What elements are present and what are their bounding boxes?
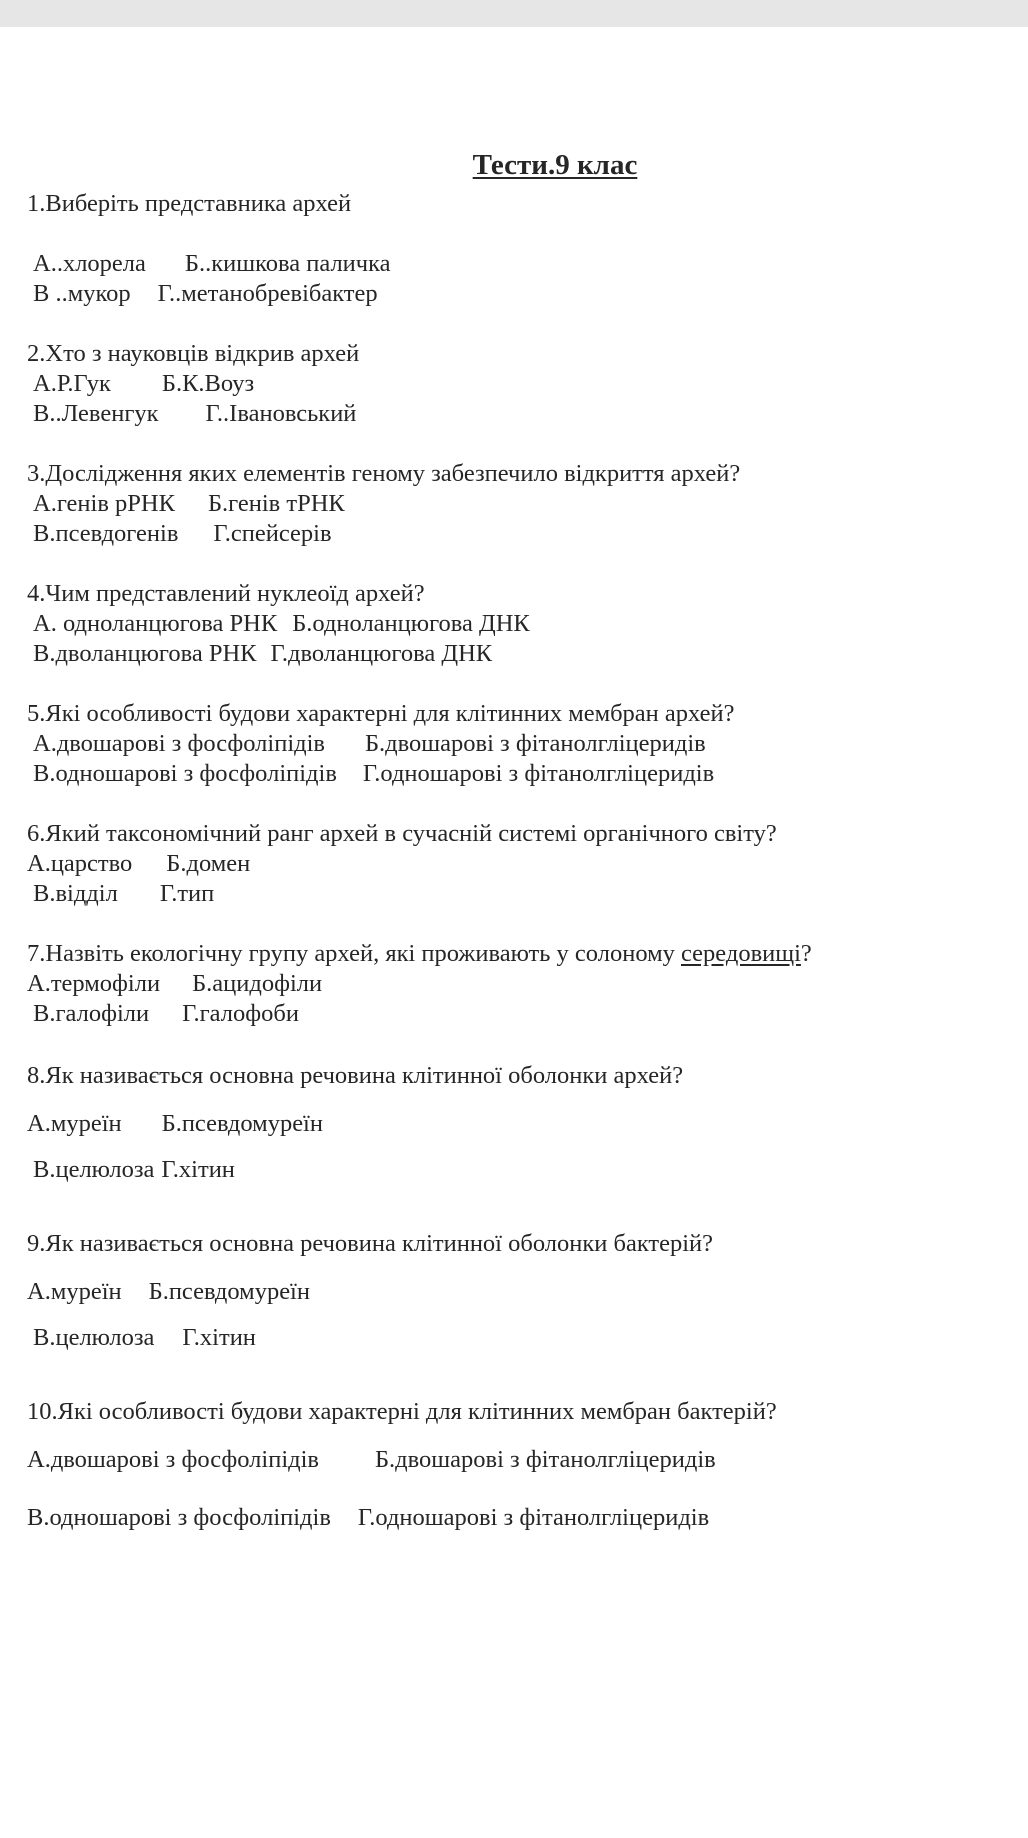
- question-7-options-row-2: [33, 1002, 299, 1027]
- q1-option-g: Г..метанобревібактер: [157, 280, 378, 307]
- question-5-options-row-1: [33, 732, 706, 757]
- question-3-options-row-1: [33, 492, 345, 517]
- q2-option-a: А.Р.Гук: [33, 370, 111, 397]
- q7-question-mark: ?: [800, 940, 812, 967]
- q7-option-b: Б.ацидофіли: [192, 970, 323, 997]
- q4-option-v: В.дволанцюгова РНК: [33, 640, 257, 667]
- question-8-options-row-1: [27, 1112, 323, 1137]
- q8-option-v: В.целюлоза: [33, 1156, 155, 1183]
- q8-option-b: Б.псевдомуреїн: [161, 1110, 323, 1137]
- q6-option-v: В.відділ: [33, 880, 118, 907]
- question-4: 4.Чим представлений нуклеоїд архей?: [27, 580, 425, 607]
- question-9-options-row-2: [33, 1326, 256, 1351]
- question-1: 1.Виберіть представника архей: [27, 190, 352, 217]
- q7-text: 7.Назвіть екологічну групу архей, які проживають у солоному: [27, 940, 681, 967]
- q4-option-a: А. одноланцюгова РНК: [33, 610, 278, 637]
- question-2: 2.Хто з науковців відкрив архей: [27, 340, 360, 367]
- question-7: [27, 942, 812, 967]
- q3-option-g: Г.спейсерів: [213, 520, 332, 547]
- q3-option-a: А.генів рРНК: [33, 490, 175, 517]
- q9-option-a: А.муреїн: [27, 1278, 122, 1305]
- q7-underlined-word: середовищі: [681, 940, 801, 967]
- question-1-options-row-2: [33, 282, 378, 307]
- q5-option-v: В.одношарові з фосфоліпідів: [33, 760, 337, 787]
- q4-option-b: Б.одноланцюгова ДНК: [292, 610, 530, 637]
- q9-option-b: Б.псевдомуреїн: [148, 1278, 310, 1305]
- document-title-text: Тести.9 клас: [472, 149, 638, 181]
- question-10: 10.Які особливості будови характерні для клітинних мембран бактерій?: [27, 1398, 777, 1425]
- document-page: [0, 27, 1028, 1838]
- q6-option-g: Г.тип: [159, 880, 215, 907]
- question-4-options-row-1: [33, 612, 530, 637]
- q8-option-g: Г.хітин: [161, 1156, 235, 1183]
- question-9: 9.Як називається основна речовина клітинної оболонки бактерій?: [27, 1230, 714, 1257]
- question-9-options-row-1: [27, 1280, 310, 1305]
- q1-option-b: Б..кишкова паличка: [184, 250, 391, 277]
- question-10-options-row-1: [27, 1448, 716, 1473]
- q2-option-v: В..Левенгук: [33, 400, 159, 427]
- question-8: 8.Як називається основна речовина клітинної оболонки архей?: [27, 1062, 684, 1089]
- question-6-options-row-1: [27, 852, 250, 877]
- document-title: [0, 151, 1028, 180]
- q10-option-g: Г.одношарові з фітанолгліцеридів: [357, 1504, 710, 1531]
- q1-option-v: В ..мукор: [33, 280, 131, 307]
- question-5: 5.Які особливості будови характерні для клітинних мембран архей?: [27, 700, 735, 727]
- q7-option-v: В.галофіли: [33, 1000, 150, 1027]
- q5-option-g: Г.одношарові з фітанолгліцеридів: [362, 760, 715, 787]
- q6-option-a: А.царство: [27, 850, 133, 877]
- q5-option-a: А.двошарові з фосфоліпідів: [33, 730, 325, 757]
- question-1-options-row-1: [33, 252, 391, 277]
- question-10-options-row-2: [27, 1506, 709, 1531]
- question-7-options-row-1: [27, 972, 322, 997]
- viewer-top-bar: [0, 0, 1028, 27]
- question-4-options-row-2: [33, 642, 492, 667]
- q4-option-g: Г.дволанцюгова ДНК: [270, 640, 493, 667]
- question-2-options-row-2: [33, 402, 356, 427]
- question-6-options-row-2: [33, 882, 214, 907]
- q6-option-b: Б.домен: [166, 850, 251, 877]
- q2-option-b: Б.К.Воуз: [161, 370, 255, 397]
- q5-option-b: Б.двошарові з фітанолгліцеридів: [364, 730, 706, 757]
- q3-option-v: В.псевдогенів: [33, 520, 179, 547]
- q7-option-a: А.термофіли: [27, 970, 161, 997]
- question-6: 6.Який таксономічний ранг архей в сучасній системі органічного світу?: [27, 820, 777, 847]
- q10-option-b: Б.двошарові з фітанолгліцеридів: [374, 1446, 716, 1473]
- q7-option-g: Г.галофоби: [182, 1000, 299, 1027]
- q8-option-a: А.муреїн: [27, 1110, 122, 1137]
- question-3: 3.Дослідження яких елементів геному забезпечило відкриття архей?: [27, 460, 741, 487]
- question-2-options-row-1: [33, 372, 254, 397]
- q9-option-g: Г.хітин: [182, 1324, 256, 1351]
- q10-option-a: А.двошарові з фосфоліпідів: [27, 1446, 319, 1473]
- question-5-options-row-2: [33, 762, 714, 787]
- q9-option-v: В.целюлоза: [33, 1324, 155, 1351]
- q2-option-g: Г..Івановський: [205, 400, 357, 427]
- q1-option-a: А..хлорела: [33, 250, 146, 277]
- question-3-options-row-2: [33, 522, 332, 547]
- q10-option-v: В.одношарові з фосфоліпідів: [27, 1504, 331, 1531]
- q3-option-b: Б.генів тРНК: [207, 490, 345, 517]
- question-8-options-row-2: [33, 1158, 235, 1183]
